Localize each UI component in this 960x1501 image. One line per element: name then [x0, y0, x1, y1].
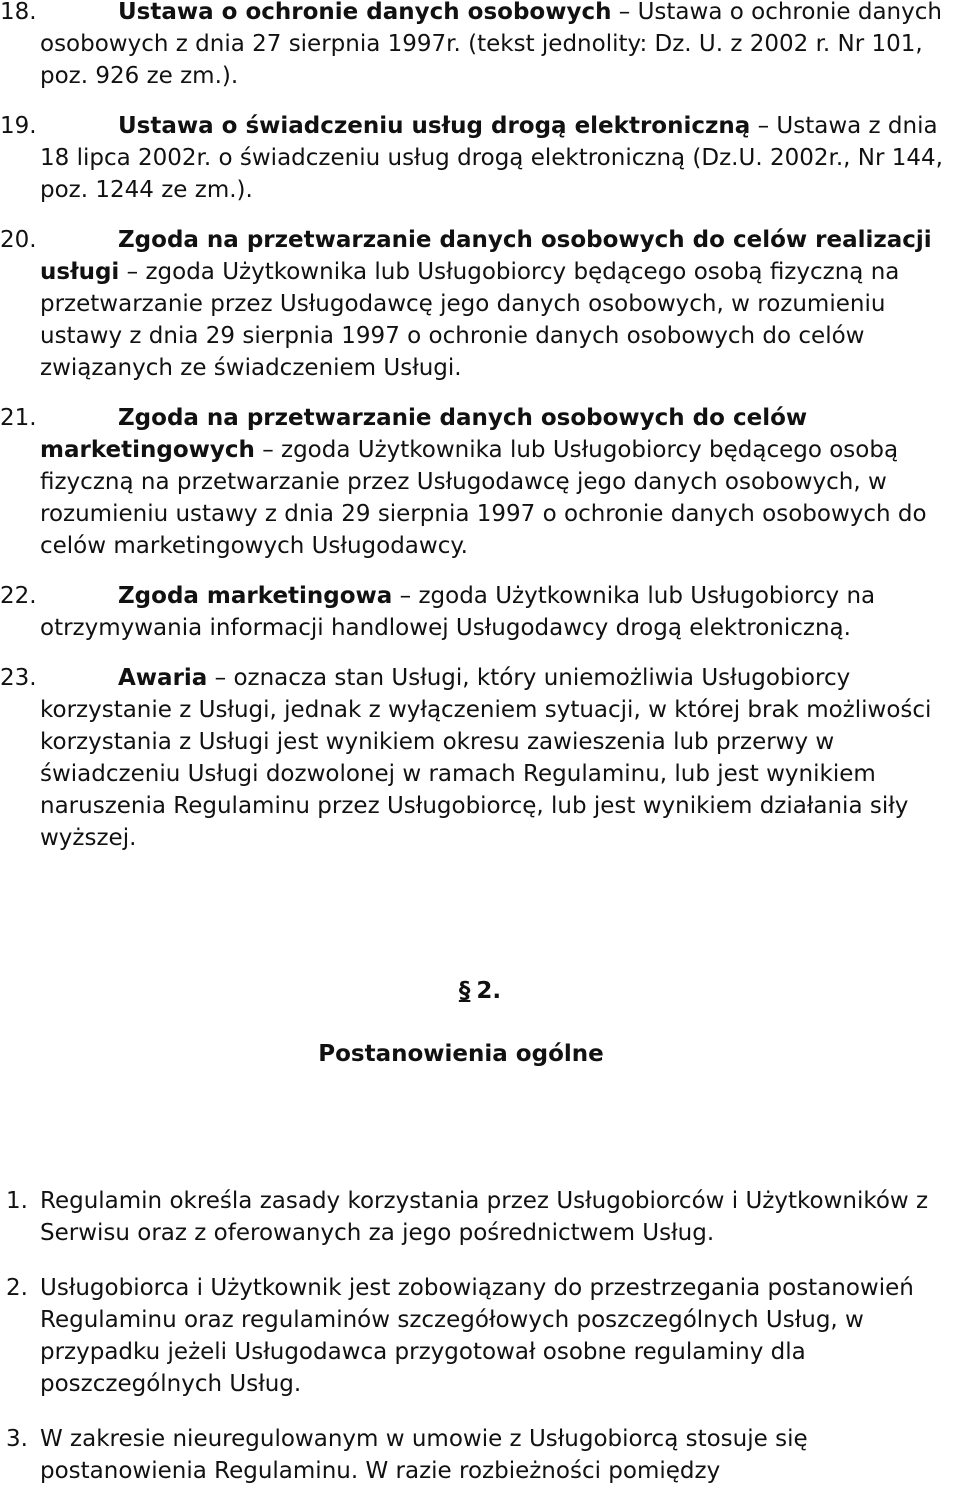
provision-item [0, 1185, 960, 1249]
definition-text: – zgoda Użytkownika lub Usługobiorcy będącego osobą fizyczną na przetwarzanie przez Usługodawcę jego danych osobowych, w rozumieniu ustawy z dnia 29 sierpnia 1997 o ochronie danych osobowych do celów marketingowych Usługodawcy. [40, 437, 927, 559]
definition-term: Zgoda marketingowa [118, 583, 393, 609]
definition-item [0, 224, 960, 384]
definition-term: Zgoda na przetwarzanie danych osobowych do celów marketingowych [40, 405, 808, 463]
definition-number: 21. [0, 405, 37, 431]
definition-item [0, 662, 960, 854]
provision-item [0, 1423, 960, 1487]
definition-text: – zgoda Użytkownika lub Usługobiorcy będącego osobą fizyczną na przetwarzanie przez Usługodawcę jego danych osobowych, w rozumieniu ustawy z dnia 29 sierpnia 1997 o ochronie danych osobowych do celów związanych ze świadczeniem Usługi. [40, 259, 900, 381]
provisions-list [0, 1162, 960, 1501]
definition-text: – Ustawa z dnia 18 lipca 2002r. o świadczeniu usług drogą elektroniczną (Dz.U. 2002r., Nr 144, poz. 1244 ze zm.). [40, 113, 943, 203]
definition-term: Ustawa o świadczeniu usług drogą elektroniczną [118, 113, 751, 139]
section-symbol: § [458, 978, 471, 1004]
definition-text: – oznacza stan Usługi, który uniemożliwia Usługobiorcy korzystanie z Usługi, jednak z wyłączeniem sytuacji, w której brak możliwości korzystania z Usługi jest wynikiem okresu zawieszenia lub przerwy w świadczeniu Usługi dozwolonej w ramach Regulaminu, lub jest wynikiem naruszenia Regulaminu przez Usługobiorcę, lub jest wynikiem działania siły wyższej. [40, 665, 932, 851]
provision-number: 2. [6, 1275, 28, 1301]
definition-item [0, 0, 960, 92]
definition-item [0, 580, 960, 644]
definition-number: 20. [0, 227, 37, 253]
definition-number: 19. [0, 113, 37, 139]
section-number: 2. [476, 978, 502, 1004]
provision-item [0, 1272, 960, 1400]
provision-number: 1. [6, 1188, 28, 1214]
definition-text: – zgoda Użytkownika lub Usługobiorcy na otrzymywania informacji handlowej Usługodawcy drogą elektroniczną. [40, 583, 876, 641]
definition-number: 18. [0, 0, 37, 25]
definition-text: – Ustawa o ochronie danych osobowych z dnia 27 sierpnia 1997r. (tekst jednolity: Dz. U. z 2002 r. Nr 101, poz. 926 ze zm.). [40, 0, 942, 89]
section-heading [0, 975, 960, 1007]
provision-text: W zakresie nieuregulowanym w umowie z Usługobiorcą stosuje się postanowienia Regulaminu. W razie rozbieżności pomiędzy [40, 1426, 808, 1484]
definition-number: 23. [0, 665, 37, 691]
provision-number: 3. [6, 1426, 28, 1452]
definition-item [0, 110, 960, 206]
section-title: Postanowienia ogólne [318, 1041, 604, 1067]
provision-text: Regulamin określa zasady korzystania przez Usługobiorców i Użytkowników z Serwisu oraz z oferowanych za jego pośrednictwem Usług. [40, 1188, 929, 1246]
definition-term: Ustawa o ochronie danych osobowych [118, 0, 612, 25]
definition-term: Zgoda na przetwarzanie danych osobowych do celów realizacji usługi [40, 227, 932, 285]
definition-number: 22. [0, 583, 37, 609]
provision-text: Usługobiorca i Użytkownik jest zobowiązany do przestrzegania postanowień Regulaminu oraz regulaminów szczegółowych poszczególnych Usług, w przypadku jeżeli Usługodawca przygotował osobne regulaminy dla poszczególnych Usług. [40, 1275, 914, 1397]
definition-item [0, 402, 960, 562]
definition-term: Awaria [118, 665, 208, 691]
